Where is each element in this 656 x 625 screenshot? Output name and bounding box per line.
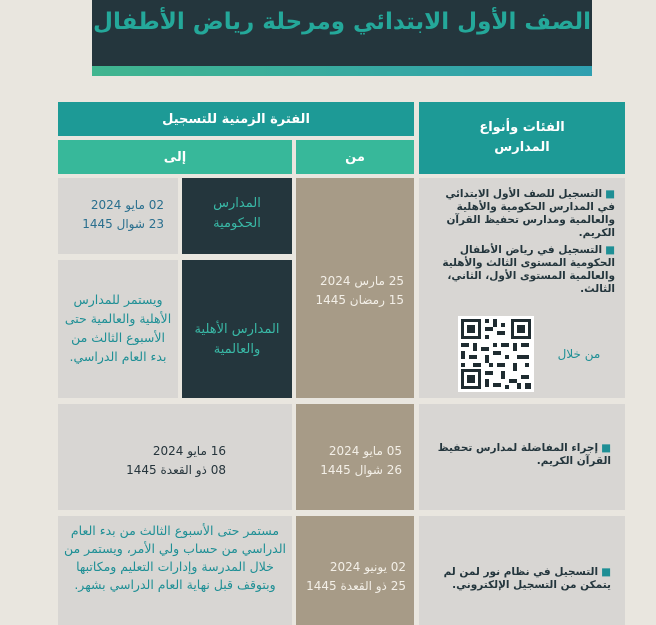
row1-from-dates: 25 مارس 2024 15 رمضان 1445 <box>315 274 404 307</box>
category-item-2: ■التسجيل في رياض الأطفال الحكومية المستوى الثالث والأهلية والعالمية المستوى الأول، الثاني، الثالث. <box>442 244 615 295</box>
row1-from-cell <box>296 178 414 398</box>
row3-from-cell <box>296 516 414 625</box>
private-schools-to-cell <box>58 260 178 398</box>
qr-code-icon <box>458 316 534 392</box>
row2-from-cell <box>296 404 414 510</box>
gov-schools-to-dates: 02 مايو 2024 23 شوال 1445 <box>82 198 164 231</box>
category-item-4: ■التسجيل في نظام نور لمن لم يتمكن من التسجيل الإلكتروني. <box>443 566 611 591</box>
categories-cell-2 <box>419 404 625 510</box>
header-to: إلى <box>58 140 292 174</box>
categories-cell-3 <box>419 516 625 625</box>
private-schools-label-cell <box>182 260 292 398</box>
category-item-3: ■إجراء المفاضلة لمدارس تحفيظ القرآن الكريم. <box>437 442 611 467</box>
row2-to-cell <box>58 404 292 510</box>
gov-schools-label-cell <box>182 178 292 254</box>
row2-from-dates: 05 مايو 2024 26 شوال 1445 <box>320 444 402 477</box>
category-item-1: ■التسجيل للصف الأول الابتدائي في المدارس الحكومية والأهلية والعالمية ومدارس تحفيظ القرآن الكريم. <box>445 188 615 239</box>
row3-to-text: مستمر حتى الأسبوع الثالث من بدء العام الدراسي من حساب ولي الأمر، ويستمر من خلال المدرسة وإدارات التعليم ومكاتبها وبتوقف قبل نهاية العام الدراسي بشهر. <box>63 523 286 592</box>
bullet-icon: ■ <box>605 244 615 256</box>
header-categories: الفئات وأنواع المدارس <box>419 102 625 174</box>
bullet-icon: ■ <box>601 442 611 454</box>
via-label: من خلال <box>557 347 601 361</box>
row3-from-dates: 02 يونيو 2024 25 ذو القعدة 1445 <box>306 560 406 593</box>
title-stripe <box>92 66 592 76</box>
private-schools-label: المدارس الأهلية والعالمية <box>194 322 280 357</box>
qr-code[interactable] <box>458 316 534 392</box>
header-period: الفترة الزمنية للتسجيل <box>58 102 414 136</box>
bullet-icon: ■ <box>605 188 615 200</box>
row3-to-cell <box>58 516 292 625</box>
private-schools-to-text: ويستمر للمدارس الأهلية والعالمية حتى الأسبوع الثالث من بدء العام الدراسي. <box>64 292 172 364</box>
gov-schools-label: المدارس الحكومية <box>213 196 261 231</box>
header-from: من <box>296 140 414 174</box>
gov-schools-to-cell <box>58 178 178 254</box>
bullet-icon: ■ <box>601 566 611 578</box>
row2-to-dates: 16 مايو 2024 08 ذو القعدة 1445 <box>126 444 226 477</box>
page-title: الصف الأول الابتدائي ومرحلة رياض الأطفال <box>92 0 592 66</box>
